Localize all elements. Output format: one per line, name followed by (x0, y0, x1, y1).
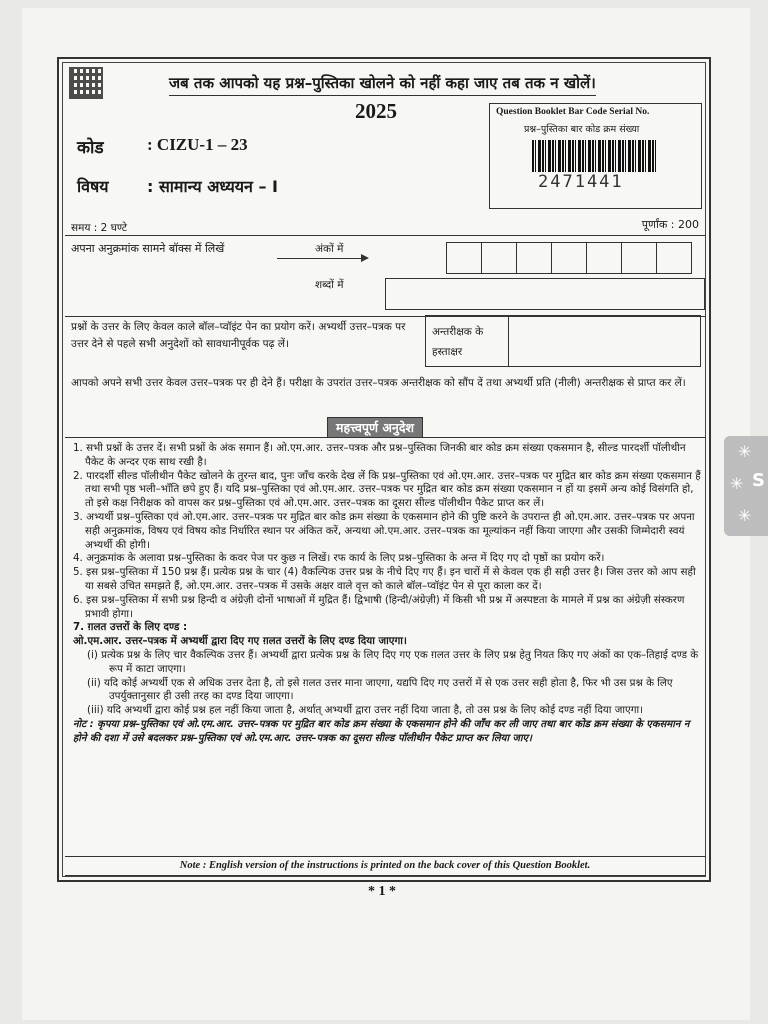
instructions-section (65, 437, 705, 856)
side-tab-letter: S (752, 470, 765, 491)
subject-label: विषय (77, 177, 109, 196)
roll-digit-box[interactable] (481, 242, 517, 274)
english-version-note: Note : English version of the instructions is printed on the back cover of this Question Booklet. (65, 856, 705, 876)
exam-year: 2025 (355, 99, 397, 123)
instruction-item: 6. इस प्रश्न–पुस्तिका में सभी प्रश्न हिन्दी व अंग्रेज़ी दोनों भाषाओं में मुद्रित हैं। द्विभाषी (हिन्दी/अंग्रेज़ी) में किसी भी प्रश्न में अस्पष्टता के मामले में प्रश्न का अंग्रेज़ी संस्करण प्रभावी होगा। (73, 593, 685, 620)
subject-value: : सामान्य अध्ययन – I (147, 177, 278, 196)
roll-digit-boxes (447, 242, 692, 274)
barcode-subtitle: प्रश्न–पुस्तिका बार कोड क्रम संख्या (524, 124, 640, 135)
instruction-item: 5. इस प्रश्न–पुस्तिका में 150 प्रश्न हैं। प्रत्येक प्रश्न के चार (4) वैकल्पिक उत्तर प्रश्न के नीचे दिए गए हैं। इन चारों में से केवल एक ही सही उत्तर है। जिस उत्तर को आप सही या सबसे उचित समझते हैं, ओ.एम.आर. उत्तर–पत्रक में उसके अक्षर वाले वृत्त को काले बॉल–प्वॉइंट पेन से पूरा काला कर दें। (73, 566, 696, 592)
penalty-intro-text: ओ.एम.आर. उत्तर–पत्रक में अभ्यर्थी द्वारा दिए गए ग़लत उत्तरों के लिए दण्ड दिया जाएगा। (73, 635, 407, 648)
instruction-item (73, 621, 701, 635)
roll-digit-box[interactable] (446, 242, 482, 274)
code-label: कोड (77, 138, 104, 158)
important-instructions-heading: महत्त्वपूर्ण अनुदेश (327, 417, 423, 438)
roll-digit-box[interactable] (656, 242, 692, 274)
instruction-item: 4. अनुक्रमांक के अलावा प्रश्न–पुस्तिका के कवर पेज पर कुछ न लिखें। रफ कार्य के लिए प्रश्न–पुस्तिका के अन्त में दिए गए दो पृष्ठों का प्रयोग करें। (73, 552, 605, 565)
roll-digit-box[interactable] (621, 242, 657, 274)
code-value: : CIZU-1 – 23 (147, 135, 248, 154)
exam-time: समय : 2 घण्टे (71, 222, 128, 234)
penalty-item: (ii) यदि कोई अभ्यर्थी एक से अधिक उत्तर देता है, तो इसे ग़लत उत्तर माना जाएगा, यद्यपि दिए गए उत्तरों में से एक उत्तर सही होता है, फिर भी उस प्रश्न के लिए उपर्युक्तानुसार ही उसी तरह का दण्ड दिया जाएगा। (87, 676, 673, 703)
instruction-item: 2. पारदर्शी सील्ड पॉलीथीन पैकेट खोलने के तुरन्त बाद, पुनः जाँच करके देख लें कि प्रश्न–पुस्तिका एवं ओ.एम.आर. उत्तर–पत्रक पर मुद्रित बार कोड क्रम संख्या एकसमान हैं तथा सभी पृष्ठ भली–भाँति छपे हुए हैं। यदि प्रश्न–पुस्तिका एवं ओ.एम.आर. उत्तर–पत्रक पर मुद्रित बार कोड क्रम संख्या एकसमान न हों या इसमें अन्य कोई विसंगति हो, तो इसे कक्ष निरीक्षक को वापस कर प्रश्न–पुस्तिका एवं ओ.एम.आर. उत्तर–पत्रक का दूसरा सील्ड पॉलीथीन पैकेट प्राप्त कर लें। (73, 469, 701, 510)
invigilator-signature-box (425, 315, 701, 367)
barcode-panel (489, 103, 702, 209)
barcode-icon (532, 140, 657, 172)
instruction-item: 1. सभी प्रश्नों के उत्तर दें। सभी प्रश्नों के अंक समान हैं। ओ.एम.आर. उत्तर–पत्रक और प्रश्न–पुस्तिका जिनकी बार कोड क्रम संख्या एकसमान है, सील्ड पारदर्शी पॉलीथीन पैकेट के अन्दर एक साथ रखी है। (73, 442, 686, 468)
roll-words-box[interactable] (385, 278, 705, 310)
roll-digit-box[interactable] (516, 242, 552, 274)
in-digits-label: अंकों में (315, 243, 344, 255)
do-not-open-banner: जब तक आपको यह प्रश्न–पुस्तिका खोलने को नहीं कहा जाए तब तक न खोलें। (169, 73, 596, 96)
asterisk-icon: ✳ (738, 442, 752, 461)
asterisk-icon: ✳ (730, 474, 744, 493)
roll-number-section (65, 235, 705, 317)
signature-divider (508, 316, 509, 366)
cover-frame (57, 57, 711, 882)
omr-submission-note: आपको अपने सभी उत्तर केवल उत्तर–पत्रक पर ही देने हैं। परीक्षा के उपरांत उत्तर–पत्रक अन्तरीक्षक को सौंप दें तथा अभ्यर्थी प्रति (नीली) अन्तरीक्षक से प्राप्त कर लें। (71, 377, 686, 389)
penalty-intro (73, 635, 701, 649)
side-tab (724, 436, 768, 536)
roll-digit-box[interactable] (551, 242, 587, 274)
roll-number-label: अपना अनुक्रमांक सामने बॉक्स में लिखें (71, 242, 225, 255)
invigilator-signature-label: अन्तरीक्षक के हस्ताक्षर (432, 326, 484, 358)
penalty-item: (i) प्रत्येक प्रश्न के लिए चार वैकल्पिक उत्तर हैं। अभ्यर्थी द्वारा प्रत्येक प्रश्न के लिए दिए गए एक ग़लत उत्तर के लिए प्रश्न हेतु नियत किए गए अंकों का एक–तिहाई दण्ड के रूप में काटा जाएगा। (87, 648, 699, 675)
arrow-right-icon (277, 258, 367, 259)
roll-digit-box[interactable] (586, 242, 622, 274)
pen-instruction: प्रश्नों के उत्तर के लिए केवल काले बॉल–प्वॉइंट पेन का प्रयोग करें। अभ्यर्थी उत्तर–पत्रक पर उत्तर देने से पहले सभी अनुदेशों को सावधानीपूर्वक पढ़ लें। (71, 321, 406, 350)
penalty-item: (iii) यदि अभ्यर्थी द्वारा कोई प्रश्न हल नहीं किया जाता है, अर्थात् अभ्यर्थी द्वारा उत्तर नहीं दिया जाता है, तो उस प्रश्न के लिए कोई दण्ड नहीं दिया जाएगा। (87, 704, 644, 717)
instruction-item: 3. अभ्यर्थी प्रश्न–पुस्तिका एवं ओ.एम.आर. उत्तर–पत्रक पर मुद्रित बार कोड क्रम संख्या के एकसमान होने की पुष्टि करने के उपरान्त ही ओ.एम.आर. उत्तर–पत्रक पर अपना सही अनुक्रमांक, विषय एवं विषय कोड निर्धारित स्थान पर अंकित करें, अन्यथा ओ.एम.आर. उत्तर–पत्रक का मूल्यांकन नहीं किया जाएगा और उसकी जिम्मेदारी स्वयं अभ्यर्थी की होगी। (73, 510, 695, 551)
penalty-heading: 7. ग़लत उत्तरों के लिए दण्ड : (73, 621, 188, 634)
barcode-number: 2471441 (538, 172, 624, 192)
in-words-label: शब्दों में (315, 279, 344, 291)
max-marks: पूर्णांक : 200 (641, 218, 699, 231)
instructions-list (73, 442, 701, 746)
asterisk-icon: ✳ (738, 506, 752, 525)
hindi-note: नोट : कृपया प्रश्न–पुस्तिका एवं ओ.एम.आर. उत्तर–पत्रक पर मुद्रित बार कोड क्रम संख्या के एकसमान होने की जाँच कर ली जाए तथा बार कोड क्रम संख्या के एकसमान न होने की दशा में उसे बदलकर प्रश्न–पुस्तिका एवं ओ.एम.आर. उत्तर–पत्रक का दूसरा सील्ड पॉलीथीन पैकेट प्राप्त कर लिया जाए। (73, 718, 690, 744)
qr-code-icon (69, 67, 103, 99)
barcode-title: Question Booklet Bar Code Serial No. (496, 107, 650, 117)
page-number: * 1 * (368, 884, 396, 899)
